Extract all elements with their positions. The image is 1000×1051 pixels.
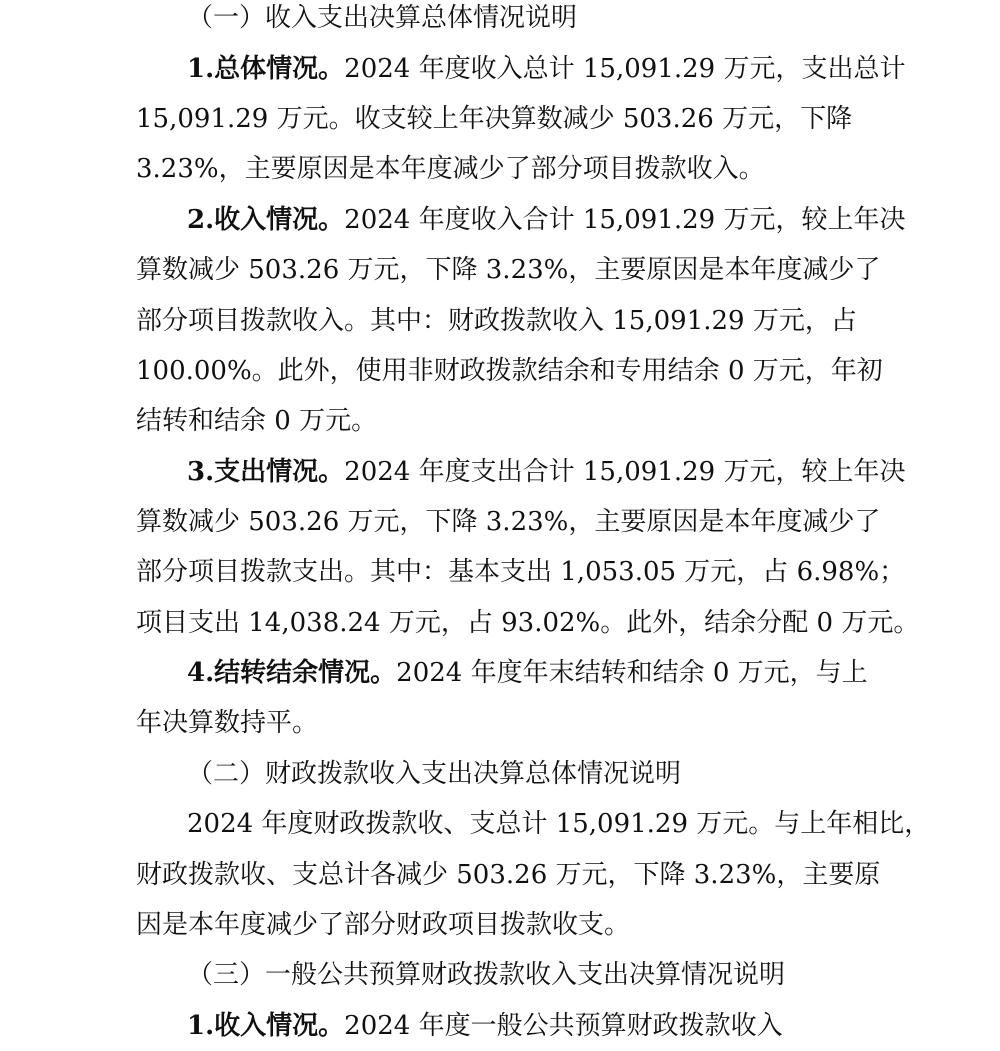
paragraph-line: 项目支出 14,038.24 万元，占 93.02%。此外，结余分配 0 万元。: [136, 608, 920, 638]
paragraph-line: 3.23%，主要原因是本年度减少了部分项目拨款收入。: [136, 154, 765, 184]
section-heading-1: （一）收入支出决算总体情况说明: [187, 3, 578, 33]
paragraph-line: 部分项目拨款收入。其中：财政拨款收入 15,091.29 万元，占: [136, 306, 857, 336]
paragraph-line: 2.收入情况。2024 年度收入合计 15,091.29 万元，较上年决: [187, 205, 906, 235]
paragraph-line: 2024 年度财政拨款收、支总计 15,091.29 万元。与上年相比，: [187, 809, 931, 839]
paragraph-line: 3.支出情况。2024 年度支出合计 15,091.29 万元，较上年决: [187, 457, 906, 487]
section-heading-2: （二）财政拨款收入支出决算总体情况说明: [187, 759, 682, 789]
paragraph-line: 算数减少 503.26 万元，下降 3.23%，主要原因是本年度减少了: [136, 255, 881, 285]
section-heading-3: （三）一般公共预算财政拨款收入支出决算情况说明: [187, 960, 786, 990]
paragraph-line: 1.总体情况。2024 年度收入总计 15,091.29 万元，支出总计: [187, 54, 906, 84]
paragraph-line: 年决算数持平。: [136, 708, 319, 738]
paragraph-line: 部分项目拨款支出。其中：基本支出 1,053.05 万元，占 6.98%；: [136, 557, 906, 587]
paragraph-line: 15,091.29 万元。收支较上年决算数减少 503.26 万元，下降: [136, 104, 853, 134]
paragraph-line: 财政拨款收、支总计各减少 503.26 万元，下降 3.23%，主要原: [136, 860, 881, 890]
paragraph-line: 1.收入情况。2024 年度一般公共预算财政拨款收入: [187, 1011, 783, 1041]
paragraph-line: 4.结转结余情况。2024 年度年末结转和结余 0 万元，与上: [187, 658, 868, 688]
paragraph-line: 因是本年度减少了部分财政项目拨款收支。: [136, 910, 631, 940]
paragraph-line: 100.00%。此外，使用非财政拨款结余和专用结余 0 万元，年初: [136, 356, 883, 386]
paragraph-line: 结转和结余 0 万元。: [136, 406, 378, 436]
paragraph-line: 算数减少 503.26 万元，下降 3.23%，主要原因是本年度减少了: [136, 507, 881, 537]
